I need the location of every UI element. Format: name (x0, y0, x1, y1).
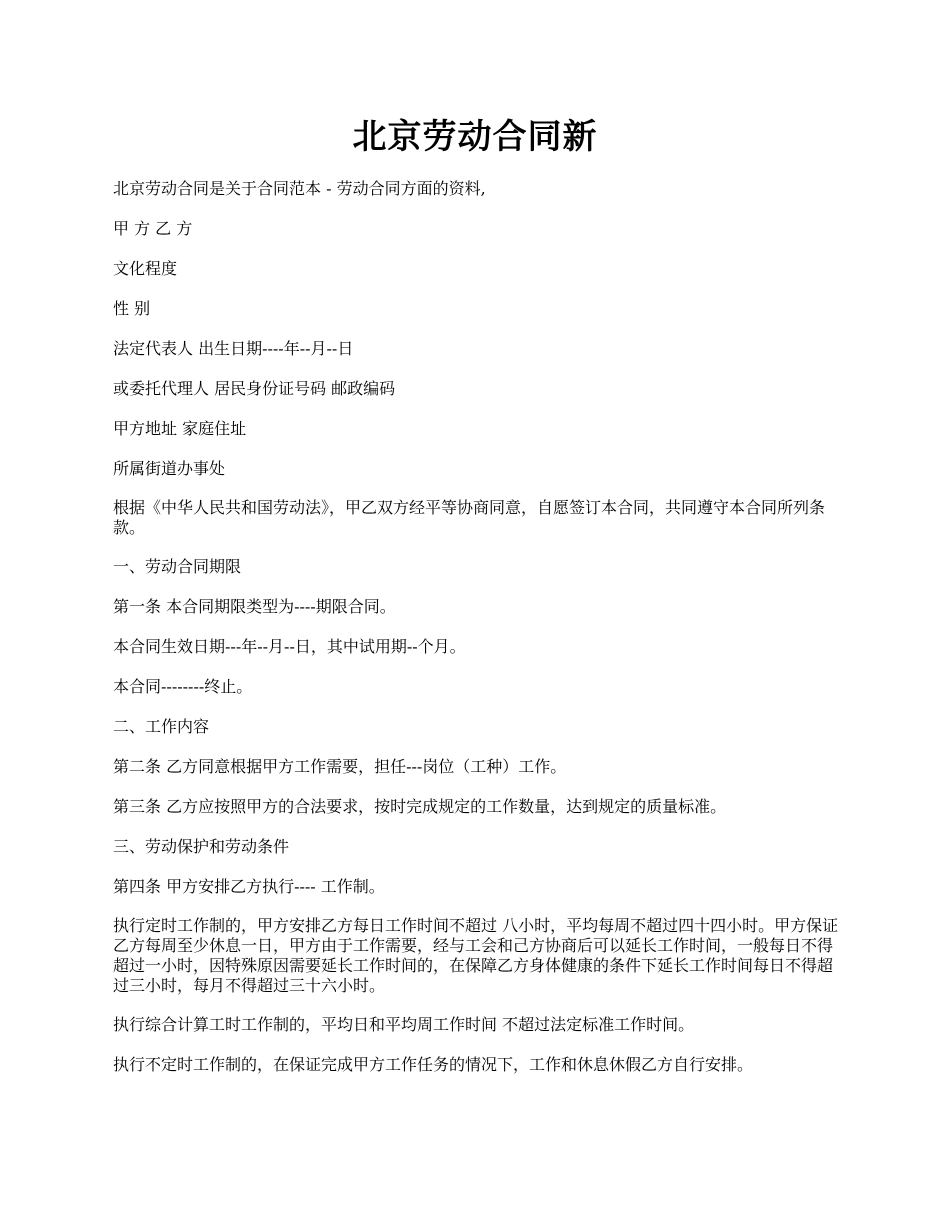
paragraph-education: 文化程度 (113, 259, 178, 278)
paragraph-fixed-hours: 执行定时工作制的，甲方安排乙方每日工作时间不超过 八小时，平均每周不超过四十四小时。甲方保证乙方每周至少休息一日，甲方由于工作需要，经与工会和己方协商后可以延长工作时间，一般每日不得超过一小时，因特殊原因需要延长工作时间的，在保障乙方身体健康的条件下延长工作时间每日不得超过三小时，每月不得超过三十六小时。 (113, 916, 839, 995)
paragraph-parties: 甲 方 乙 方 (113, 219, 193, 238)
section-heading-term: 一、劳动合同期限 (113, 557, 242, 576)
paragraph-preamble: 根据《中华人民共和国劳动法》，甲乙双方经平等协商同意，自愿签订本合同，共同遵守本合同所列条款。 (113, 498, 826, 537)
paragraph-effective-date: 本合同生效日期---年--月--日，其中试用期--个月。 (113, 637, 466, 656)
article-3: 第三条 乙方应按照甲方的合法要求，按时完成规定的工作数量，达到规定的质量标准。 (113, 797, 727, 816)
paragraph-flexible-hours: 执行不定时工作制的，在保证完成甲方工作任务的情况下，工作和休息休假乙方自行安排。 (113, 1055, 754, 1074)
paragraph-gender: 性 别 (113, 299, 151, 318)
paragraph-termination: 本合同--------终止。 (113, 677, 253, 696)
paragraph-comprehensive-hours: 执行综合计算工时工作制的，平均日和平均周工作时间 不超过法定标准工作时间。 (113, 1015, 695, 1034)
paragraph-intro: 北京劳动合同是关于合同范本 - 劳动合同方面的资料, (113, 179, 486, 198)
article-2: 第二条 乙方同意根据甲方工作需要，担任---岗位（工种）工作。 (113, 757, 567, 776)
paragraph-agent: 或委托代理人 居民身份证号码 邮政编码 (113, 379, 396, 398)
paragraph-address: 甲方地址 家庭住址 (113, 419, 247, 438)
section-heading-labor-protection: 三、劳动保护和劳动条件 (113, 837, 290, 856)
document-title: 北京劳动合同新 (352, 117, 598, 157)
section-heading-work-content: 二、工作内容 (113, 717, 210, 736)
document-body (113, 178, 848, 1094)
article-1: 第一条 本合同期限类型为----期限合同。 (113, 597, 396, 616)
paragraph-legal-representative: 法定代表人 出生日期----年--月--日 (113, 339, 354, 358)
article-4: 第四条 甲方安排乙方执行---- 工作制。 (113, 877, 385, 896)
paragraph-street-office: 所属街道办事处 (113, 459, 226, 478)
